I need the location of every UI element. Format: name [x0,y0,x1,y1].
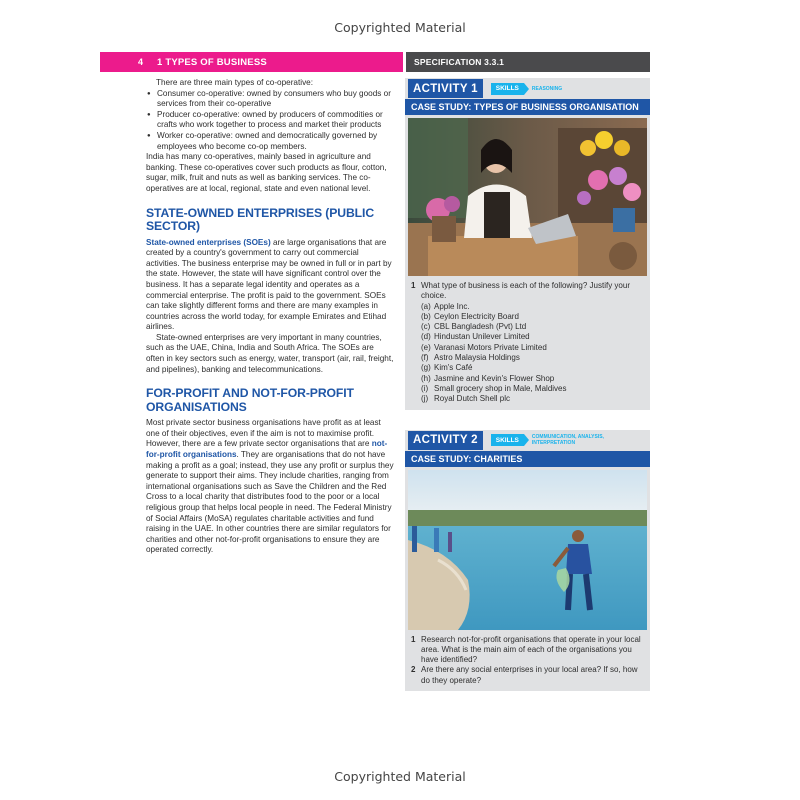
beach-cleanup-photo [408,470,647,630]
activity-1-label: ACTIVITY 1 [408,79,483,98]
section-title: 1 TYPES OF BUSINESS [157,56,267,68]
activity-1-header [405,78,650,99]
activity-2-header [405,430,650,451]
header-specification [406,52,650,72]
list-item: (c) CBL Bangladesh (Pvt) Ltd [421,322,527,332]
question-text: What type of business is each of the following? Justify your choice. [421,281,630,301]
activity-2-box [405,430,650,691]
cooperative-intro: There are three main types of co-operative: [156,78,314,87]
list-item: (e) Varanasi Motors Private Limited [421,342,547,352]
profit-paragraph [146,418,394,556]
soe-paragraph [146,238,394,333]
question-number: 1 [411,281,416,290]
activity-1-questions [405,276,650,410]
list-item: ● Producer co-operative: owned by producers of commodities or crafts who work together to process and market their products [146,110,394,131]
profit-heading: FOR-PROFIT AND NOT-FOR-PROFIT ORGANISATIONS [146,386,354,414]
soe-term: State-owned enterprises [146,237,242,247]
question-2 [411,665,644,686]
page-header [100,52,650,72]
skills-badge: SKILLS [491,83,524,95]
skills-text: COMMUNICATION, ANALYSIS, INTERPRETATION [531,434,604,447]
question-text: Research not-for-profit organisations that operate in your local area. What is the main aim of each of the organisations you have identified? [421,634,641,665]
flower-shop-image [408,118,647,276]
india-paragraph: India has many co-operatives, mainly based in agriculture and banking. These co-operatives cover such products as flour, cotton, sugar, milk, fruit and nuts as well as banking services. The co-operatives are at local, regional, state and even national level. [146,152,387,193]
question-1 [411,635,644,666]
list-item: (f) Astro Malaysia Holdings [421,353,520,363]
profit-body-a: Most private sector business organisations have profit as at least one of their objectives, even if the aim is not to maximise profit. However, there are a few private sector organisations that are [146,418,381,449]
activity-2-label: ACTIVITY 2 [408,431,483,450]
list-item: (d) Hindustan Unilever Limited [421,332,530,342]
skills-badge: SKILLS [491,434,524,446]
list-item: (j) Royal Dutch Shell plc [421,394,511,404]
activity-1-box [405,78,650,410]
question-1 [411,281,644,302]
skills-text: REASONING [531,85,563,92]
watermark-bottom: Copyrighted Material [334,769,466,784]
list-item: (g) Kim's Café [421,363,473,373]
flower-shop-photo [408,118,647,276]
soe-abbrev: (SOEs) [243,237,271,247]
list-item: (i) Small grocery shop in Male, Maldives [421,383,567,393]
case-study-bar: CASE STUDY: TYPES OF BUSINESS ORGANISATION [405,99,650,115]
specification-label: SPECIFICATION 3.3.1 [414,57,505,67]
question-number: 1 [411,634,416,644]
list-item: ● Consumer co-operative: owned by consumers who buy goods or services from their co-operative [146,89,394,110]
soe-paragraph-2: State-owned enterprises are very important in many countries, such as the UAE, China, India and South Africa. The SOEs are often in key sectors such as energy, water, transport (air, rail, freight, and pipelines), banking and telecommunications. [146,332,394,374]
soe-heading: STATE-OWNED ENTERPRISES (PUBLIC SECTOR) [146,205,375,234]
soe-body: are large organisations that are created by a country's government to carry out commercial activities. The business enterprise may be owned in full or in part by the state. However, the state will have significant control over the business. It has a separate legal identity and operates as a commercial enterprise. The profit is paid to the government. SOEs can take slightly different forms and there are many examples in countries across the world today, for example Emirates and Etihad airlines. [146,237,392,332]
cooperative-list [146,89,394,153]
not-for-profit-term: not-for-profit organisations [146,439,388,460]
profit-body-b: . They are organisations that do not have making a profit as a goal; instead, they use any profit or surplus they generate to support their aims. They include charities, ranging from international organisations such as Save the Children and the Red Cross to a local charity that distributes food to the poor or a local religious group that helps local people in need. The Federal Ministry of Social Affairs (MoSA) regulates charitable activities and fund raising in the UAE. In other countries there are similar regulators for charities and other not-for-profit organisations to ensure they are operated correctly. [146,450,394,555]
list-item: (a) Apple Inc. [421,301,470,311]
list-item: (h) Jasmine and Kevin's Flower Shop [421,373,555,383]
watermark-top: Copyrighted Material [334,20,466,35]
list-item: (b) Ceylon Electricity Board [421,311,519,321]
beach-cleanup-image [408,470,647,630]
left-column [146,78,394,556]
right-column [405,78,650,691]
list-item: ● Worker co-operative: owned and democratically governed by employees who become co-op members. [146,131,394,152]
activity-2-questions [405,630,650,691]
page-number: 4 [138,57,144,67]
header-section [100,52,403,72]
question-number: 2 [411,665,416,675]
case-study-bar: CASE STUDY: CHARITIES [405,451,650,467]
business-list [411,302,644,405]
question-text: Are there any social enterprises in your local area? If so, how do they operate? [421,665,638,685]
